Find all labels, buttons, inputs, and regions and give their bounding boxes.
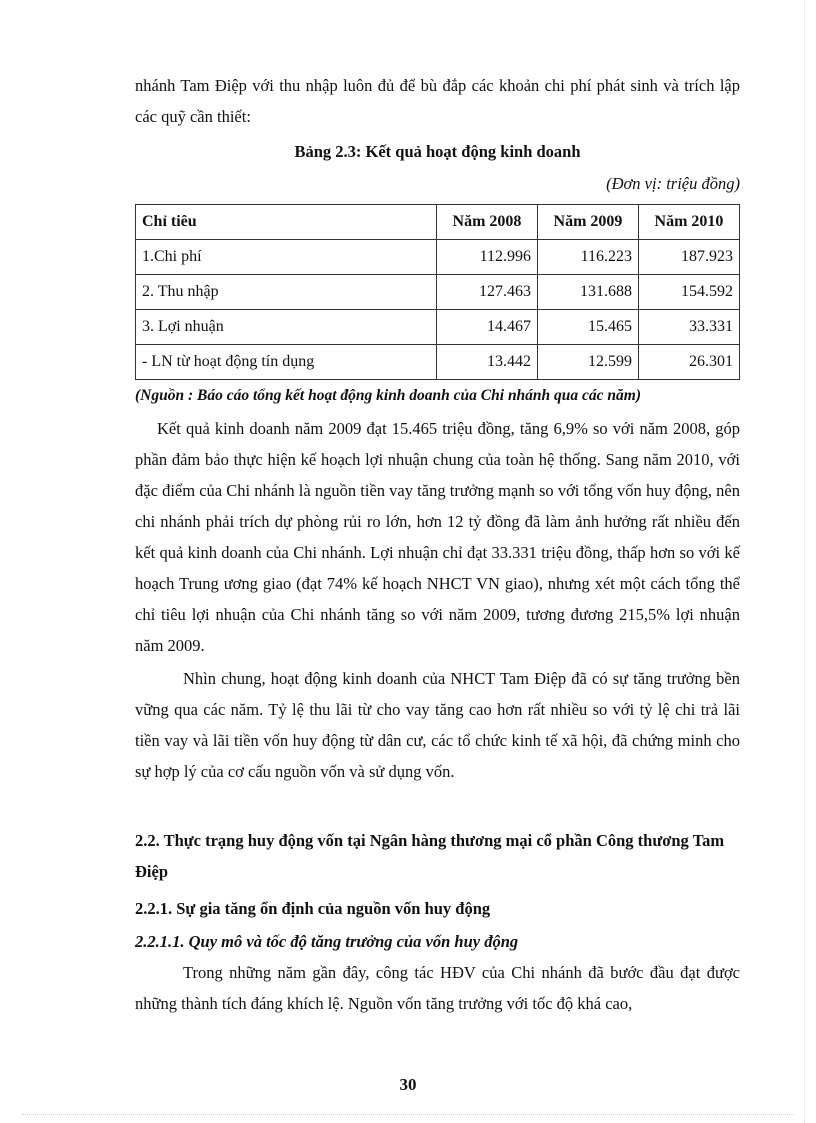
table-title: Bảng 2.3: Kết quả hoạt động kinh doanh bbox=[294, 142, 581, 161]
footer-divider bbox=[22, 1114, 794, 1115]
subsubsection-heading: 2.2.1.1. Quy mô và tốc độ tăng trưởng của vốn huy động bbox=[135, 932, 519, 951]
row-label: 2. Thu nhập bbox=[136, 275, 437, 310]
cell-value: 13.442 bbox=[437, 345, 538, 380]
table-source: (Nguồn : Báo cáo tổng kết hoạt động kinh doanh của Chi nhánh qua các năm) bbox=[135, 387, 642, 404]
page-number: 30 bbox=[399, 1075, 417, 1094]
row-label: - LN từ hoạt động tín dụng bbox=[136, 345, 437, 380]
cell-value: 116.223 bbox=[538, 240, 639, 275]
intro-paragraph: nhánh Tam Điệp với thu nhập luôn đủ để bù đắp các khoản chi phí phát sinh và trích lập các quỹ cần thiết: bbox=[135, 76, 740, 126]
cell-value: 154.592 bbox=[639, 275, 740, 310]
cell-value: 12.599 bbox=[538, 345, 639, 380]
cell-value: 112.996 bbox=[437, 240, 538, 275]
table-row bbox=[136, 345, 740, 380]
cell-value: 14.467 bbox=[437, 310, 538, 345]
cell-value: 15.465 bbox=[538, 310, 639, 345]
table-row bbox=[136, 310, 740, 345]
header-year-2009: Năm 2009 bbox=[538, 205, 639, 240]
row-label: 3. Lợi nhuận bbox=[136, 310, 437, 345]
header-year-2010: Năm 2010 bbox=[639, 205, 740, 240]
section-heading: 2.2. Thực trạng huy động vốn tại Ngân hàng thương mại cổ phần Công thương Tam Điệp bbox=[135, 831, 725, 881]
row-label: 1.Chi phí bbox=[136, 240, 437, 275]
table-header-row bbox=[136, 205, 740, 240]
page-edge-line bbox=[804, 0, 805, 1123]
cell-value: 131.688 bbox=[538, 275, 639, 310]
cell-value: 33.331 bbox=[639, 310, 740, 345]
paragraph-results: Kết quả kinh doanh năm 2009 đạt 15.465 triệu đồng, tăng 6,9% so với năm 2008, góp phần đảm bảo thực hiện kế hoạch lợi nhuận chung của toàn hệ thống. Sang năm 2010, với đặc điểm của Chi nhánh là nguồn tiền vay tăng trưởng mạnh so với tổng vốn huy động, nên chi nhánh phải trích dự phòng rủi ro lớn, hơn 12 tỷ đồng đã làm ảnh hưởng rất nhiều đến kết quả kinh doanh của Chi nhánh. Lợi nhuận chỉ đạt 33.331 triệu đồng, thấp hơn so với kế hoạch Trung ương giao (đạt 74% kế hoạch NHCT VN giao), nhưng xét một cách tổng thể chỉ tiêu lợi nhuận của Chi nhánh tăng so với năm 2009, tương đương 215,5% lợi nhuận năm 2009. bbox=[135, 419, 740, 655]
subsection-heading: 2.2.1. Sự gia tăng ổn định của nguồn vốn huy động bbox=[135, 899, 491, 918]
table-unit: (Đơn vị: triệu đồng) bbox=[606, 174, 740, 193]
table-row bbox=[136, 275, 740, 310]
cell-value: 187.923 bbox=[639, 240, 740, 275]
business-results-table bbox=[135, 204, 740, 380]
cell-value: 26.301 bbox=[639, 345, 740, 380]
paragraph-capital: Trong những năm gần đây, công tác HĐV của Chi nhánh đã bước đầu đạt được những thành tích đáng khích lệ. Nguồn vốn tăng trưởng với tốc độ khá cao, bbox=[135, 963, 740, 1013]
paragraph-summary: Nhìn chung, hoạt động kinh doanh của NHCT Tam Điệp đã có sự tăng trưởng bền vững qua các năm. Tỷ lệ thu lãi từ cho vay tăng cao hơn rất nhiều so với tỷ lệ chi trả lãi tiền vay và lãi tiền vốn huy động từ dân cư, các tổ chức kinh tế xã hội, đã chứng minh cho sự hợp lý của cơ cấu nguồn vốn và sử dụng vốn. bbox=[135, 669, 740, 781]
page-content bbox=[135, 70, 740, 1019]
header-year-2008: Năm 2008 bbox=[437, 205, 538, 240]
header-indicator: Chỉ tiêu bbox=[136, 205, 437, 240]
table-row bbox=[136, 240, 740, 275]
cell-value: 127.463 bbox=[437, 275, 538, 310]
